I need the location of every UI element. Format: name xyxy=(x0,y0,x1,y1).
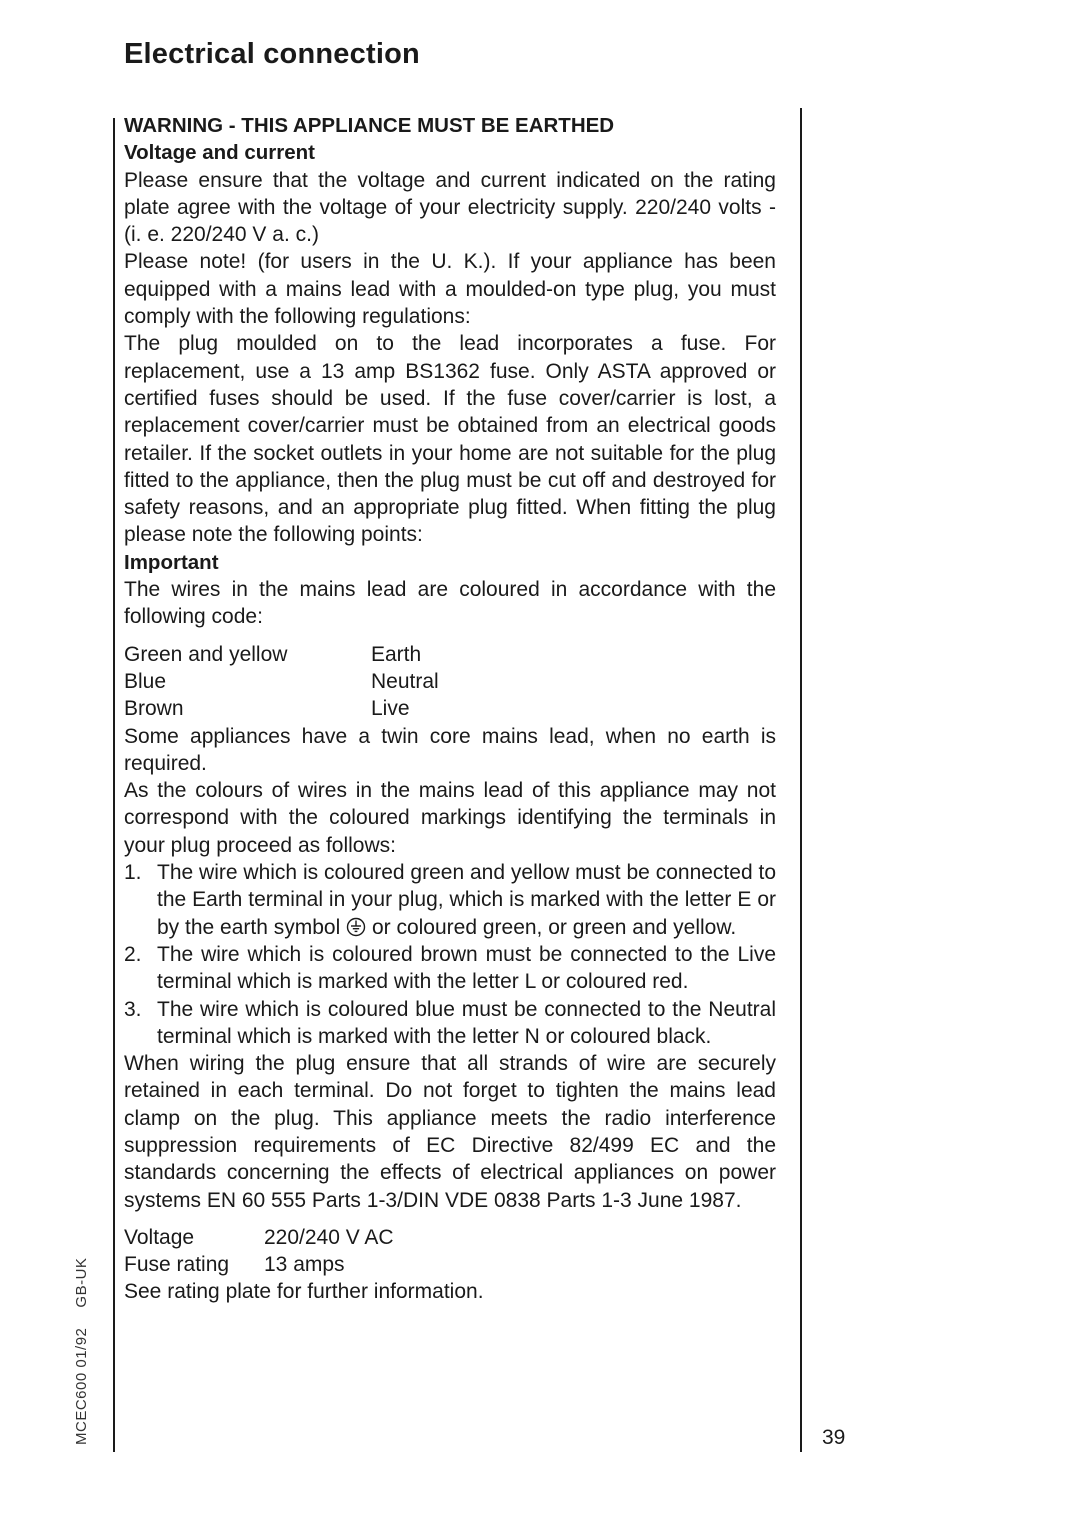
wire-colour: Blue xyxy=(124,669,167,693)
region-code: GB-UK xyxy=(73,1257,90,1308)
page-title: Electrical connection xyxy=(124,38,420,70)
list-item xyxy=(124,859,776,941)
wire-code-table xyxy=(124,641,776,723)
important-intro: The wires in the mains lead are coloured in accordance with the following code: xyxy=(124,578,776,629)
step-text-after: or coloured green, or green and yellow. xyxy=(371,915,737,939)
wire-terminal: Neutral xyxy=(371,669,439,693)
list-item xyxy=(124,996,776,1051)
rating-row xyxy=(124,1224,776,1251)
wire-code-row xyxy=(124,695,776,722)
wiring-steps xyxy=(124,859,776,1050)
footer-note: See rating plate for further information. xyxy=(124,1280,484,1304)
left-margin-rule xyxy=(113,118,115,1452)
earth-ground-icon xyxy=(346,917,366,937)
voltage-paragraph-3: The plug moulded on to the lead incorporates a fuse. For replacement, use a 13 amp BS1362 fuse. Only ASTA approved or certified fuses should be used. If the fuse cover/carrier is lost, a replacement cover/carrier must be obtained from an electrical goods retailer. If the socket outlets in your home are not suitable for the plug fitted to the appliance, then the plug must be cut off and destroyed for safety reasons, and an appropriate plug fitted. When fitting the plug please note the following points: xyxy=(124,332,776,547)
document-code xyxy=(73,1238,90,1445)
step-number: 3. xyxy=(124,997,142,1021)
rating-label: Fuse rating xyxy=(124,1253,230,1277)
step-number: 2. xyxy=(124,942,142,966)
step-text: The wire which is coloured brown must be connected to the Live terminal which is marked with the letter L or coloured red. xyxy=(157,942,776,994)
voltage-paragraph-2: Please note! (for users in the U. K.). If your appliance has been equipped with a mains lead with a moulded-on type plug, you must comply with the following regulations: xyxy=(124,250,776,329)
rating-value: 13 amps xyxy=(264,1253,345,1277)
list-item xyxy=(124,941,776,996)
wire-colour: Green and yellow xyxy=(124,642,288,666)
colour-mismatch-paragraph: As the colours of wires in the mains lead of this appliance may not correspond with the coloured markings identifying the terminals in your plug proceed as follows: xyxy=(124,779,776,857)
voltage-paragraph-1: Please ensure that the voltage and current indicated on the rating plate agree with the voltage of your electricity supply. 220/240 volts - (i. e. 220/240 V a. c.) xyxy=(124,168,776,247)
wire-terminal: Earth xyxy=(371,642,422,666)
ratings-table xyxy=(124,1224,776,1279)
wire-code-row xyxy=(124,641,776,668)
step-text-before: The wire which is coloured green and yellow must be connected to the Earth terminal in your plug, which is marked with the letter E or by the earth symbol xyxy=(157,861,776,939)
warning-heading: WARNING - THIS APPLIANCE MUST BE EARTHED xyxy=(124,114,615,137)
step-number: 1. xyxy=(124,861,142,885)
voltage-heading: Voltage and current xyxy=(124,141,315,165)
step-text: The wire which is coloured blue must be connected to the Neutral terminal which is marked with the letter N or coloured black. xyxy=(157,997,776,1048)
twin-core-paragraph: Some appliances have a twin core mains lead, when no earth is required. xyxy=(124,724,776,775)
wire-code-row xyxy=(124,668,776,695)
wire-terminal: Live xyxy=(371,697,410,721)
rating-value: 220/240 V AC xyxy=(264,1225,394,1249)
right-margin-rule xyxy=(800,108,802,1452)
document-body xyxy=(124,112,776,1306)
step-text xyxy=(157,859,776,941)
rating-label: Voltage xyxy=(124,1225,195,1249)
wire-colour: Brown xyxy=(124,697,184,721)
model-code: MCEC600 01/92 xyxy=(73,1327,90,1445)
closing-paragraph: When wiring the plug ensure that all strands of wire are securely retained in each terminal. Do not forget to tighten the mains lead clamp on the plug. This appliance meets the radio interference suppression requirements of EC Directive 82/499 EC and the standards concerning the effects of electrical appliances on power systems EN 60 555 Parts 1-3/DIN VDE 0838 Parts 1-3 June 1987. xyxy=(124,1052,776,1212)
page-number: 39 xyxy=(822,1426,846,1449)
important-heading: Important xyxy=(124,550,219,574)
rating-row xyxy=(124,1251,776,1278)
